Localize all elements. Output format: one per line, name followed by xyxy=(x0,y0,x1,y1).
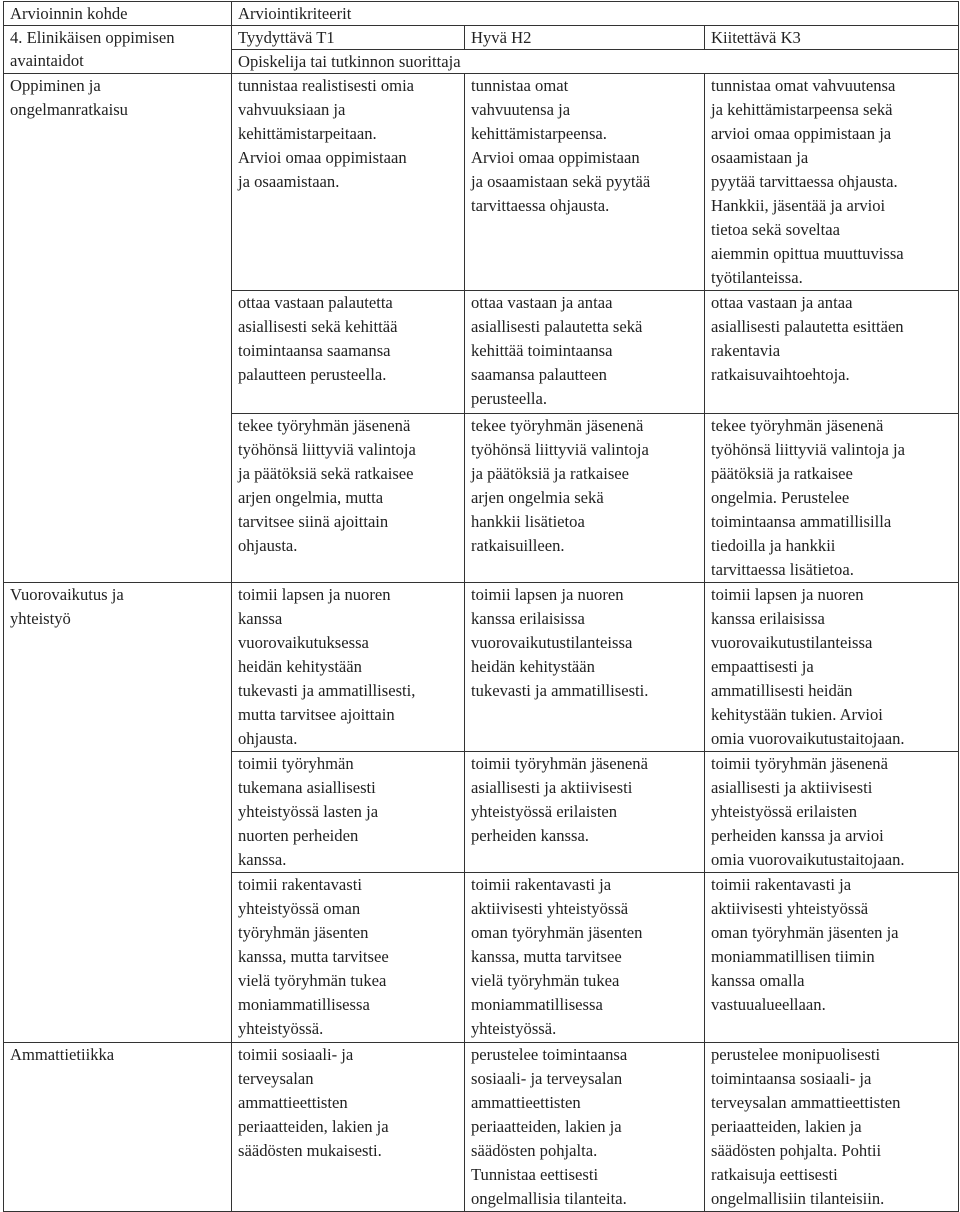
grade-t1-header: Tyydyttävä T1 xyxy=(232,26,465,50)
criterion-h2: tekee työryhmän jäsenenä työhönsä liittyviä valintoja ja päätöksiä ja ratkaisee arjen ongelmia sekä hankkii lisätietoa ratkaisuilleen. xyxy=(465,414,705,583)
criterion-k3: perustelee monipuolisesti toimintaansa sosiaali- ja terveysalan ammattieettisten periaatteiden, lakien ja säädösten pohjalta. Pohtii ratkaisuja eettisesti ongelmallisiin tilanteisiin. xyxy=(705,1043,959,1212)
criterion-k3: toimii työryhmän jäsenenä asiallisesti ja aktiivisesti yhteistyössä erilaisten perheiden kanssa ja arvioi omia vuorovaikutustaitojaan. xyxy=(705,752,959,873)
criterion-h2: toimii työryhmän jäsenenä asiallisesti ja aktiivisesti yhteistyössä erilaisten perheiden kanssa. xyxy=(465,752,705,873)
criterion-h2: toimii lapsen ja nuoren kanssa erilaisissa vuorovaikutustilanteissa heidän kehitystään tukevasti ja ammatillisesti. xyxy=(465,583,705,752)
criterion-k3: tunnistaa omat vahvuutensa ja kehittämistarpeensa sekä arvioi omaa oppimistaan ja osaamistaan ja pyytää tarvittaessa ohjausta. Hankkii, jäsentää ja arvioi tietoa sekä soveltaa aiemmin opittua muuttuvissa työtilanteissa. xyxy=(705,74,959,291)
criterion-k3: tekee työryhmän jäsenenä työhönsä liittyviä valintoja ja päätöksiä ja ratkaisee ongelmia. Perustelee toimintaansa ammatillisilla tiedoilla ja hankkii tarvittaessa lisätietoa. xyxy=(705,414,959,583)
section-title-line1: 4. Elinikäisen oppimisen xyxy=(10,28,175,47)
criterion-t1: tekee työryhmän jäsenenä työhönsä liittyviä valintoja ja päätöksiä sekä ratkaisee arjen ongelmia, mutta tarvitsee siinä ajoittain ohjausta. xyxy=(232,414,465,583)
learner-header: Opiskelija tai tutkinnon suorittaja xyxy=(232,50,959,74)
criteria-header: Arviointikriteerit xyxy=(232,2,959,26)
criterion-t1: toimii lapsen ja nuoren kanssa vuorovaikutuksessa heidän kehitystään tukevasti ja ammatillisesti, mutta tarvitsee ajoittain ohjausta. xyxy=(232,583,465,752)
subject-header: Arvioinnin kohde xyxy=(4,2,232,26)
subject-ethics: Ammattietiikka xyxy=(4,1043,232,1212)
criterion-k3: ottaa vastaan ja antaa asiallisesti palautetta esittäen rakentavia ratkaisuvaihtoehtoja. xyxy=(705,291,959,414)
grade-k3-header: Kiitettävä K3 xyxy=(705,26,959,50)
section-title-line2: avaintaidot xyxy=(10,51,84,70)
criterion-t1: toimii työryhmän tukemana asiallisesti yhteistyössä lasten ja nuorten perheiden kanssa. xyxy=(232,752,465,873)
section-title xyxy=(4,26,232,74)
criterion-h2: tunnistaa omat vahvuutensa ja kehittämistarpeensa. Arvioi omaa oppimistaan ja osaamistaan sekä pyytää tarvittaessa ohjausta. xyxy=(465,74,705,291)
criterion-h2: ottaa vastaan ja antaa asiallisesti palautetta sekä kehittää toimintaansa saamansa palautteen perusteella. xyxy=(465,291,705,414)
assessment-criteria-table xyxy=(3,1,959,1212)
criterion-t1: toimii sosiaali- ja terveysalan ammattieettisten periaatteiden, lakien ja säädösten mukaisesti. xyxy=(232,1043,465,1212)
criterion-h2: toimii rakentavasti ja aktiivisesti yhteistyössä oman työryhmän jäsenten kanssa, mutta tarvitsee vielä työryhmän tukea moniammatillisessa yhteistyössä. xyxy=(465,873,705,1043)
subject-interaction: Vuorovaikutus ja yhteistyö xyxy=(4,583,232,1043)
criterion-t1: tunnistaa realistisesti omia vahvuuksiaan ja kehittämistarpeitaan. Arvioi omaa oppimistaan ja osaamistaan. xyxy=(232,74,465,291)
criterion-k3: toimii rakentavasti ja aktiivisesti yhteistyössä oman työryhmän jäsenten ja moniammatillisen tiimin kanssa omalla vastuualueellaan. xyxy=(705,873,959,1043)
grade-h2-header: Hyvä H2 xyxy=(465,26,705,50)
criterion-t1: toimii rakentavasti yhteistyössä oman työryhmän jäsenten kanssa, mutta tarvitsee vielä työryhmän tukea moniammatillisessa yhteistyössä. xyxy=(232,873,465,1043)
criterion-k3: toimii lapsen ja nuoren kanssa erilaisissa vuorovaikutustilanteissa empaattisesti ja ammatillisesti heidän kehitystään tukien. Arvioi omia vuorovaikutustaitojaan. xyxy=(705,583,959,752)
subject-learning: Oppiminen ja ongelmanratkaisu xyxy=(4,74,232,583)
criterion-t1: ottaa vastaan palautetta asiallisesti sekä kehittää toimintaansa saamansa palautteen perusteella. xyxy=(232,291,465,414)
criterion-h2: perustelee toimintaansa sosiaali- ja terveysalan ammattieettisten periaatteiden, lakien ja säädösten pohjalta. Tunnistaa eettisesti ongelmallisia tilanteita. xyxy=(465,1043,705,1212)
